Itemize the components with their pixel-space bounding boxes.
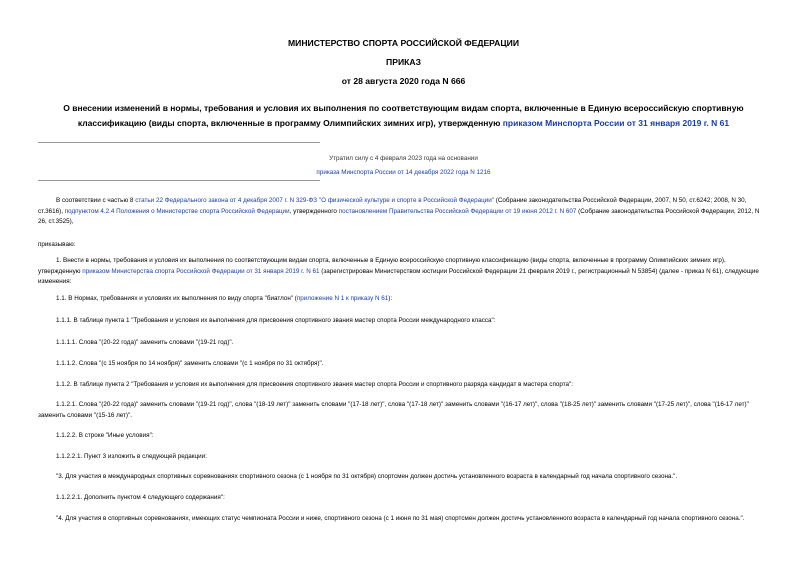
divider-top: [38, 142, 320, 143]
status-note: [0, 152, 807, 180]
p4-link-appendix[interactable]: приложение N 1 к приказу N 61: [296, 295, 389, 302]
paragraph-item-1-1-2: 1.1.2. В таблице пункта 2 "Требования и условия их выполнения для присвоения спортивного звания мастер спорта России и спортивного разряда кандидат в мастера спорта":: [56, 381, 574, 388]
status-note-link[interactable]: приказа Минспорта России от 14 декабря 2022 года N 1216: [316, 169, 491, 176]
paragraph-order: приказываю:: [38, 241, 76, 248]
paragraph-item-1-1-2-2-1-add: 1.1.2.2.1. Дополнить пунктом 4 следующего содержания":: [56, 494, 225, 501]
p4-text-2: ):: [388, 295, 393, 302]
paragraph-basis: [38, 196, 769, 228]
p1-link-regulation[interactable]: подпунктом 4.2.4 Положения о Министерстве спорта Российской Федерации: [64, 207, 290, 215]
ministry-heading: МИНИСТЕРСТВО СПОРТА РОССИЙСКОЙ ФЕДЕРАЦИИ: [287, 38, 519, 48]
paragraph-quote-3: "3. Для участия в международных спортивных соревнованиях спортивного сезона (с 1 ноября по 31 октября) спортсмен должен достичь установленного возраста в календарный год начала спортивного сезона.".: [56, 473, 678, 480]
paragraph-item-1-1: [38, 294, 769, 305]
document-type: ПРИКАЗ: [386, 57, 421, 67]
p1-link-law[interactable]: статьи 22 Федерального закона от 4 декабря 2007 г. N 329-ФЗ "О физической культуре и спорте в Российской Федерации": [135, 197, 495, 204]
p1-text-4: (Собрание законодательства Российской Федерации, 2012, N 26, ст.3525),: [38, 207, 760, 225]
paragraph-item-1-1-1-2: 1.1.1.2. Слова "(с 15 ноября по 14 ноября)" заменить словами "(с 1 ноября по 31 октября)".: [56, 360, 324, 367]
title-text: О внесении изменений в нормы, требования и условия их выполнения по соответствующим видам спорта, включенные в Единую всероссийскую спортивную классификацию (виды спорта, включенные в программу Олимпийских зимних игр), утвержденную: [63, 103, 744, 128]
title-link[interactable]: приказом Минспорта России от 31 января 2019 г. N 61: [502, 118, 730, 128]
paragraph-quote-4: "4. Для участия в спортивных соревнованиях, имеющих статус чемпионата России и ниже, спортивного сезона (с 1 июня по 31 мая) спортсмен должен достичь установленного возраста в календарный год начала спортивного сезона.".: [56, 515, 745, 522]
p1-text-3: , утвержденного: [289, 207, 339, 215]
document-title: [40, 101, 767, 131]
divider-bottom: [38, 180, 320, 181]
status-note-text: Утратил силу с 4 февраля 2023 года на основании: [329, 155, 478, 162]
p1-text-1: В соответствии с частью 8: [56, 197, 136, 204]
document-date-number: от 28 августа 2020 года N 666: [341, 76, 466, 86]
p4-text-1: 1.1. В Нормах, требованиях и условиях их выполнения по виду спорта "биатлон" (: [56, 295, 297, 302]
paragraph-item-1-1-1: 1.1.1. В таблице пункта 1 "Требования и условия их выполнения для присвоения спортивного звания мастер спорта России международного класса":: [56, 317, 496, 324]
paragraph-item-1-1-2-2-1: 1.1.2.2.1. Пункт 3 изложить в следующей редакции:: [56, 453, 207, 460]
paragraph-item-1-1-2-2: 1.1.2.2. В строке "Иные условия":: [56, 432, 154, 439]
paragraph-item-1-1-1-1: 1.1.1.1. Слова "(20-22 года)" заменить словами "(19-21 год)".: [56, 339, 234, 346]
p1-link-decree[interactable]: постановлением Правительства Российской Федерации от 19 июня 2012 г. N 607: [338, 207, 577, 215]
paragraph-item-1: [38, 256, 769, 288]
paragraph-item-1-1-2-1: 1.1.2.1. Слова "(20-22 года)" заменить словами "(19-21 год)", слова "(18-19 лет)" заменить словами "(17-18 лет)", слова "(17-18 лет)" заменить словами "(16-17 лет)", слова "(18-25 лет)" заменить словами "(17-25 лет)", слова "(16-17 лет)" заменить словами "(15-16 лет)".: [38, 401, 749, 419]
p1-text-2: (Собрание законодательства Российской Федерации, 2007, N 50, ст.6242; 2008, N 30, ст.3616),: [38, 197, 747, 215]
p3-link-order[interactable]: приказом Министерства спорта Российской Федерации от 31 января 2019 г. N 61: [82, 267, 320, 275]
p3-text-1: 1. Внести в нормы, требования и условия их выполнения по соответствующим видам спорта, включенные в Единую всероссийскую спортивную классификацию (виды спорта, включенные в программу Олимпийских зимних игр), утвержденную: [38, 257, 726, 275]
p3-text-2: (зарегистрирован Министерством юстиции Российской Федерации 21 февраля 2019 г., регистрационный N 53854) (далее - приказ N 61), следующие изменения:: [38, 267, 759, 285]
